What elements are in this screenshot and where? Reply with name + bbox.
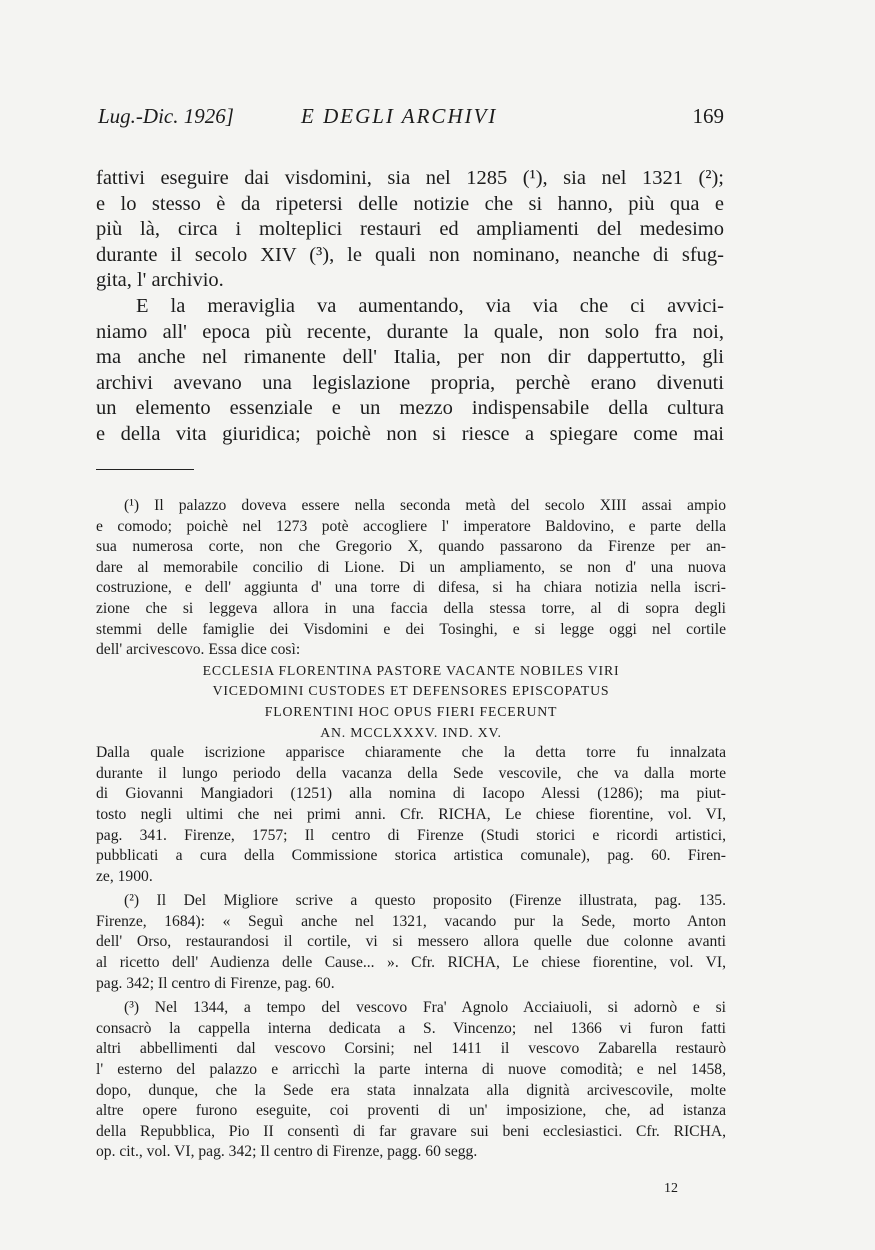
footnote-2-line: al ricetto dell' Audienza delle Cause... ». Cfr. RICHA, Le chiese fiorentine, vol. VI, (96, 954, 726, 972)
body-line: e della vita giuridica; poichè non si riesce a spiegare come mai (96, 422, 724, 445)
body-line: E la meraviglia va aumentando, via via che ci avvici- (136, 294, 724, 317)
body-line: un elemento essenziale e un mezzo indispensabile della cultura (96, 397, 724, 420)
footnote-1-line: costruzione, e dell' aggiunta d' una torre di difesa, si ha chiara notizia nella iscri- (96, 579, 726, 597)
footnote-3-line: (³) Nel 1344, a tempo del vescovo Fra' Agnolo Acciaiuoli, si adornò e si (124, 999, 726, 1017)
footnote-1-line: stemmi delle famiglie dei Visdomini e dei Tosinghi, e si legge oggi nel cortile (96, 620, 726, 638)
footnote-3-line: l' esterno del palazzo e arricchì la parte interna di nuove comodità; e nel 1458, (96, 1061, 726, 1079)
footnote-1-line: pubblicati a cura della Commissione storica artistica comunale), pag. 60. Firen- (96, 847, 726, 865)
footnote-2-line: Firenze, 1684): « Seguì anche nel 1321, vacando pur la Sede, morto Anton (96, 912, 726, 930)
header-date: Lug.-Dic. 1926] (98, 104, 234, 128)
inscription-line: AN. MCCLXXXV. IND. XV. (320, 724, 502, 740)
footnote-3-line: dopo, dunque, che la Sede era stata innalzata alla dignità arcivescovile, molte (96, 1081, 726, 1099)
page-number: 169 (692, 104, 724, 128)
footnote-3-line: altre opere furono eseguite, coi proventi di un' imposizione, che, ad istanza (96, 1102, 726, 1120)
inscription-line: FLORENTINI HOC OPUS FIERI FECERUNT (264, 703, 558, 719)
body-line: fattivi eseguire dai visdomini, sia nel 1285 (¹), sia nel 1321 (²); (96, 167, 724, 189)
body-line: più là, circa i molteplici restauri ed ampliamenti del medesimo (96, 218, 724, 241)
inscription-line: VICEDOMINI CUSTODES ET DEFENSORES EPISCOPATUS (212, 683, 610, 699)
footnotes (96, 496, 726, 1163)
footnote-separator (96, 469, 194, 470)
footnote-3-line: op. cit., vol. VI, pag. 342; Il centro di Firenze, pagg. 60 segg. (96, 1143, 478, 1161)
footnote-3-line: consacrò la cappella interna dedicata a S. Vincenzo; nel 1366 vi furon fatti (96, 1019, 726, 1037)
signature-mark: 12 (664, 1181, 678, 1196)
body-line: e lo stesso è da ripetersi delle notizie che si hanno, più qua e (96, 192, 724, 215)
running-header (96, 104, 728, 134)
main-text (96, 166, 724, 448)
footnote-3-line: altri abbellimenti dal vescovo Corsini; nel 1411 il vescovo Zabarella restaurò (96, 1040, 726, 1058)
body-line: niamo all' epoca più recente, durante la quale, non solo fra noi, (96, 320, 724, 343)
footnote-3-line: della Repubblica, Pio II consentì di far gravare sui beni ecclesiastici. Cfr. RICHA, (96, 1122, 726, 1140)
body-line: archivi avevano una legislazione propria, perchè erano divenuti (96, 371, 724, 394)
footnote-1-line: zione che si leggeva allora in una faccia della stessa torre, al di sopra degli (96, 599, 726, 617)
footnote-1-line: sua numerosa corte, non che Gregorio X, quando passarono da Firenze per an- (96, 538, 726, 556)
footnote-1-line: dare al memorabile concilio di Lione. Di un ampliamento, se non d' una nuova (96, 558, 726, 576)
footnote-1-line: dell' arcivescovo. Essa dice così: (96, 641, 301, 659)
body-line: gita, l' archivio. (96, 269, 224, 292)
footnote-1-line: ze, 1900. (96, 867, 153, 885)
body-line: durante il secolo XIV (³), le quali non nominano, neanche di sfug- (96, 243, 724, 266)
footnote-2-line: (²) Il Del Migliore scrive a questo proposito (Firenze illustrata, pag. 135. (124, 892, 726, 910)
header-title: E DEGLI ARCHIVI (301, 104, 498, 128)
footnote-1-line: (¹) Il palazzo doveva essere nella seconda metà del secolo XIII assai ampio (124, 497, 726, 514)
footnote-1-line: pag. 341. Firenze, 1757; Il centro di Firenze (Studi storici e ricordi artistici, (96, 826, 726, 844)
footnote-2-line: dell' Orso, restaurandosi il cortile, vi si messero allora quelle due colonne avanti (96, 933, 726, 951)
footnote-1-line: tosto negli ultimi che nei primi anni. Cfr. RICHA, Le chiese fiorentine, vol. VI, (96, 805, 726, 823)
footnote-1-line: Dalla quale iscrizione apparisce chiaramente che la detta torre fu innalzata (96, 744, 726, 762)
inscription-line: ECCLESIA FLORENTINA PASTORE VACANTE NOBILES VIRI (202, 662, 620, 678)
footnote-1-line: e comodo; poichè nel 1273 potè accogliere l' imperatore Baldovino, e parte della (96, 517, 726, 535)
footnote-1-line: durante il lungo periodo della vacanza della Sede vescovile, che va dalla morte (96, 764, 726, 782)
footnote-2-line: pag. 342; Il centro di Firenze, pag. 60. (96, 974, 335, 992)
body-line: ma anche nel rimanente dell' Italia, per non dir dappertutto, gli (96, 346, 724, 369)
footnote-1-line: di Giovanni Mangiadori (1251) alla nomina di Iacopo Alessi (1286); ma piut- (96, 785, 726, 803)
